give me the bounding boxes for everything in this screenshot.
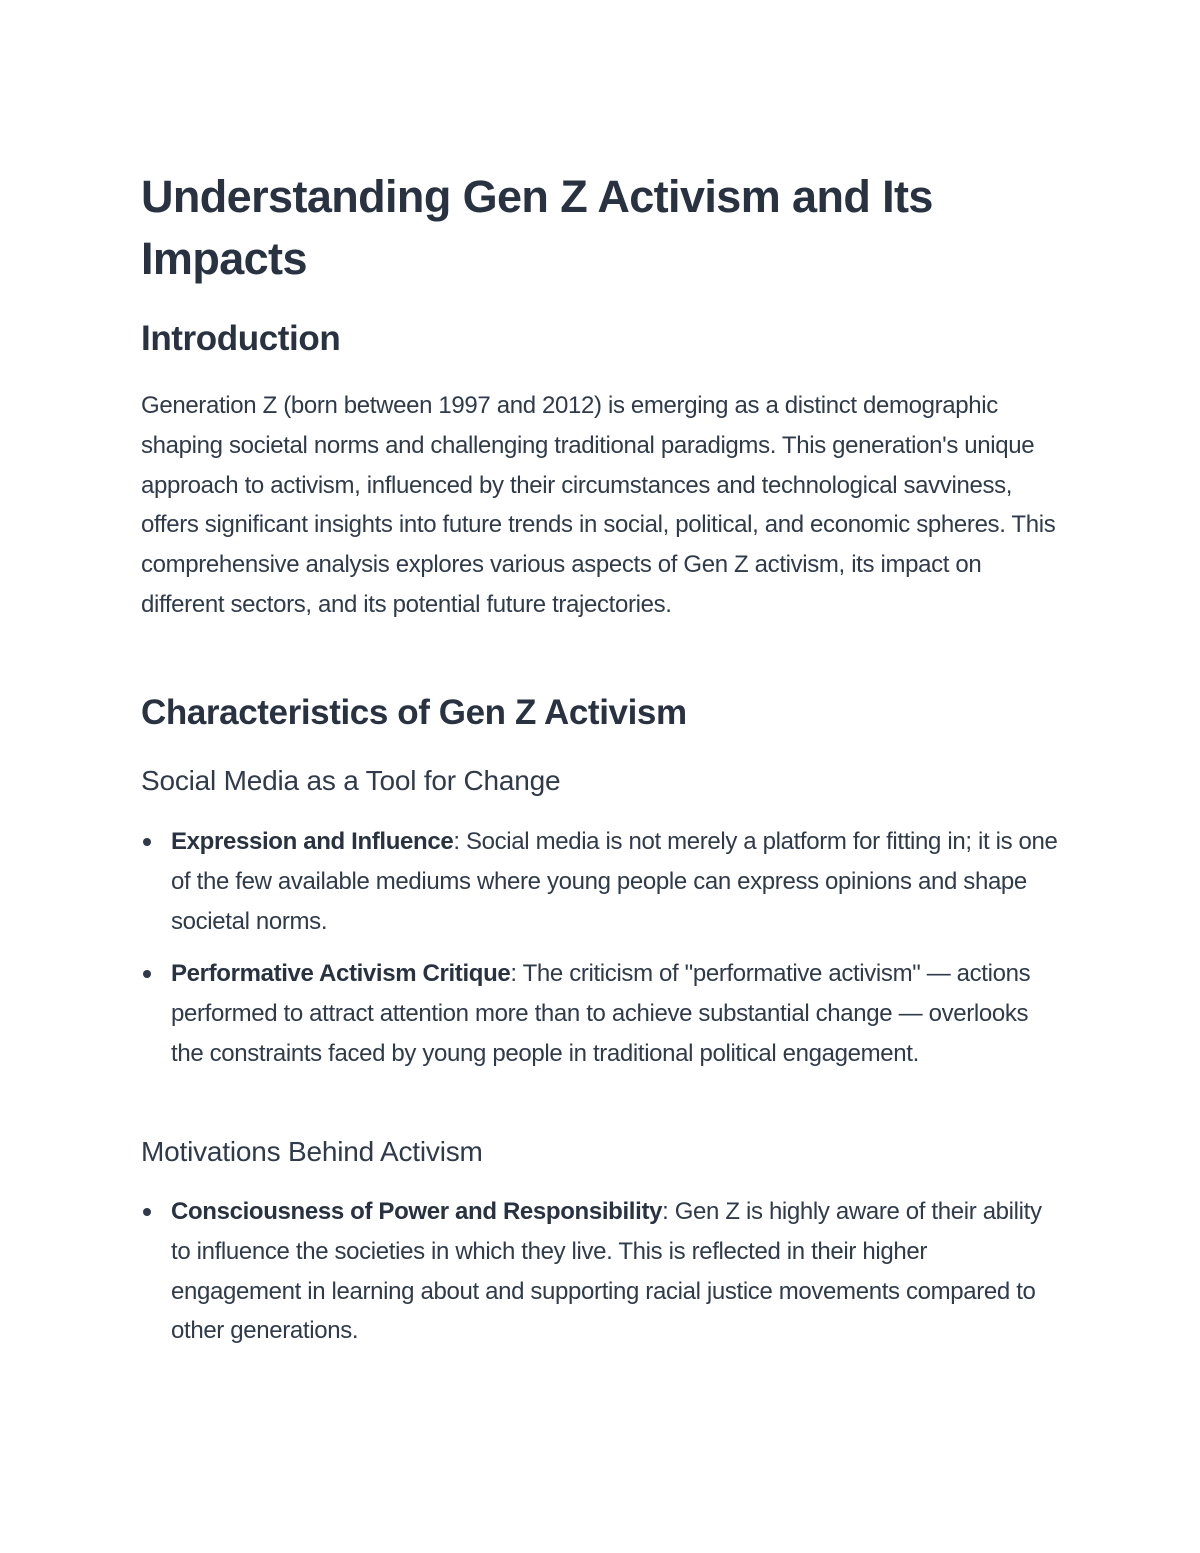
section-heading-characteristics: Characteristics of Gen Z Activism	[141, 693, 687, 732]
document-title: Understanding Gen Z Activism and Its Impacts	[141, 171, 933, 284]
bullet-text: : The criticism of "performative activism" — actions performed to attract attention more than to achieve substantial change — overlooks the constraints faced by young people in traditional political engagement.	[171, 960, 1031, 1067]
bullet-term: Consciousness of Power and Responsibility	[171, 1198, 663, 1225]
bullet-text: : Social media is not merely a platform for fitting in; it is one of the few available mediums where young people can express opinions and shape societal norms.	[171, 828, 1058, 935]
bullet-icon	[143, 970, 151, 978]
bullet-icon	[143, 1208, 151, 1216]
motivations-bullet-list	[141, 1192, 1061, 1364]
list-item	[141, 954, 1061, 1073]
social-media-bullet-list	[141, 822, 1061, 1087]
bullet-term: Expression and Influence	[171, 828, 454, 855]
section-heading-introduction: Introduction	[141, 319, 341, 358]
list-item	[141, 1192, 1061, 1351]
subsection-heading-social-media: Social Media as a Tool for Change	[141, 765, 561, 796]
bullet-text: : Gen Z is highly aware of their ability to influence the societies in which they live. This is reflected in their higher engagement in learning about and supporting racial justice movements compared to other generations.	[171, 1198, 1042, 1345]
introduction-paragraph: Generation Z (born between 1997 and 2012) is emerging as a distinct demographic shaping societal norms and challenging traditional paradigms. This generation's unique approach to activism, influenced by their circumstances and technological savviness, offers significant insights into future trends in social, political, and economic spheres. This comprehensive analysis explores various aspects of Gen Z activism, its impact on different sectors, and its potential future trajectories.	[141, 392, 1056, 618]
subsection-heading-motivations: Motivations Behind Activism	[141, 1136, 483, 1167]
list-item	[141, 822, 1061, 941]
bullet-icon	[143, 838, 151, 846]
bullet-term: Performative Activism Critique	[171, 960, 511, 988]
